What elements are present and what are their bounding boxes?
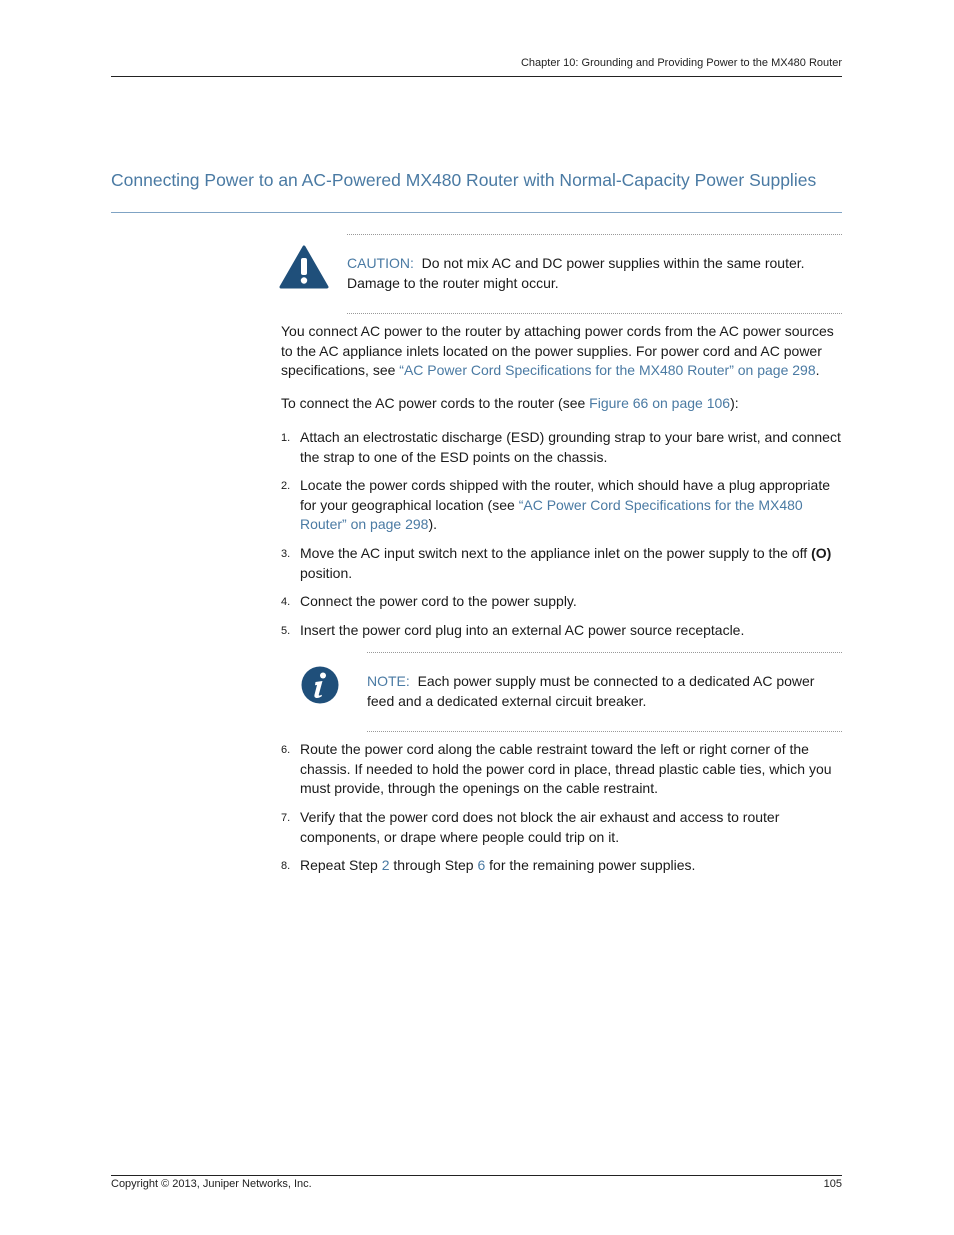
step-number: 7. — [281, 812, 291, 824]
step-8-text-b: through Step — [389, 857, 478, 873]
step-number: 8. — [281, 860, 291, 872]
caution-label: CAUTION: — [347, 255, 414, 271]
caution-top-divider — [347, 234, 842, 235]
step-4 — [281, 592, 842, 612]
note-label: NOTE: — [367, 673, 410, 689]
caution-text-block — [347, 254, 842, 293]
note-top-divider — [367, 652, 842, 653]
note-text-block — [367, 672, 842, 711]
step-6 — [281, 740, 842, 799]
intro-end: . — [815, 362, 820, 378]
figure-66-link[interactable]: Figure 66 on page 106 — [589, 395, 731, 411]
step-number: 2. — [281, 480, 291, 492]
off-position-label: (O) — [811, 545, 832, 561]
procedure-intro-text: To connect the AC power cords to the router (see — [281, 395, 590, 411]
caution-bottom-divider — [347, 313, 842, 314]
step-text: Verify that the power cord does not block the air exhaust and access to router components, or drape where people could trip on it. — [300, 809, 780, 845]
step-2-text: Locate the power cords shipped with the router, which should have a plug appropriate for your geographical location (see — [300, 477, 831, 513]
step-text: Attach an electrostatic discharge (ESD) grounding strap to your bare wrist, and connect the strap to one of the ESD points on the chassis. — [300, 429, 841, 465]
step-3-end: position. — [300, 564, 353, 581]
note-text: Each power supply must be connected to a dedicated AC power feed and a dedicated external circuit breaker. — [367, 673, 815, 709]
step-6-link[interactable]: 6 — [477, 857, 486, 873]
footer-rule — [111, 1175, 842, 1176]
ac-power-cord-spec-link-2[interactable]: “AC Power Cord Specifications for the MX480 Router” on page 298 — [300, 496, 803, 532]
step-8-text-a: Repeat Step — [300, 857, 382, 873]
header-rule — [111, 76, 842, 77]
procedure-intro — [281, 394, 842, 414]
step-text — [300, 856, 842, 876]
step-text: Connect the power cord to the power supply. — [300, 593, 577, 609]
step-number: 5. — [281, 625, 291, 637]
procedure-intro-end: ): — [730, 395, 739, 411]
step-number: 3. — [281, 548, 291, 560]
title-rule — [111, 212, 842, 213]
copyright: Copyright © 2013, Juniper Networks, Inc. — [111, 1178, 312, 1190]
step-text — [300, 476, 842, 535]
step-text — [300, 544, 842, 583]
step-2-end: ). — [428, 516, 437, 532]
step-text: Insert the power cord plug into an external AC power source receptacle. — [300, 622, 745, 638]
ac-power-cord-spec-link[interactable]: “AC Power Cord Specifications for the MX480 Router” on page 298 — [399, 362, 816, 378]
step-7 — [281, 808, 842, 847]
step-2-link[interactable]: 2 — [381, 857, 390, 873]
section-title: Connecting Power to an AC-Powered MX480 Router with Normal-Capacity Power Supplies — [111, 170, 817, 190]
step-number: 4. — [281, 596, 291, 608]
intro-paragraph — [281, 322, 842, 381]
step-2 — [281, 476, 842, 535]
step-3 — [281, 544, 842, 583]
warning-triangle-icon — [279, 245, 329, 289]
step-5 — [281, 621, 842, 641]
step-text: Route the power cord along the cable restraint toward the left or right corner of the chassis. If needed to hold the power cord in place, thread plastic cable ties, which you must provide, through the openings on the cable restraint. — [300, 741, 832, 796]
intro-text: You connect AC power to the router by attaching power cords from the AC power sources to the AC appliance inlets located on the power supplies. For power cord and AC power specifications, see — [281, 323, 834, 378]
step-3-text: Move the AC input switch next to the appliance inlet on the power supply to the off — [300, 545, 812, 561]
step-8 — [281, 856, 842, 876]
step-number: 6. — [281, 744, 291, 756]
step-8-text-c: for the remaining power supplies. — [485, 857, 696, 873]
step-1 — [281, 428, 842, 467]
running-header: Chapter 10: Grounding and Providing Power to the MX480 Router — [520, 57, 842, 69]
page-number: 105 — [823, 1178, 842, 1190]
info-circle-icon — [300, 665, 340, 705]
caution-text: Do not mix AC and DC power supplies within the same router. Damage to the router might occur. — [347, 255, 805, 291]
note-bottom-divider — [367, 731, 842, 732]
step-number: 1. — [281, 432, 291, 444]
